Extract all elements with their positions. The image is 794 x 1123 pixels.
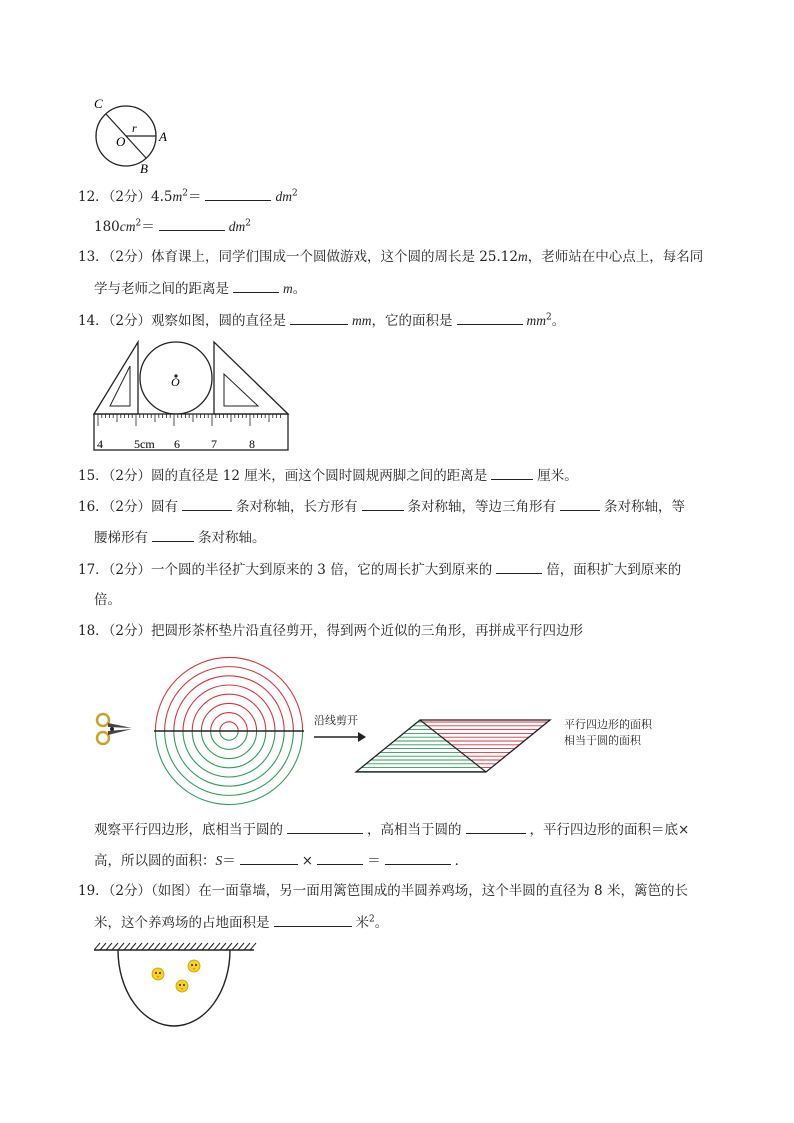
q12-unit-m: m: [172, 189, 183, 204]
q14-blank1[interactable]: [290, 310, 348, 325]
q12-unit-dm1: dm: [275, 189, 292, 204]
chick-icon: [152, 968, 164, 980]
q12-line2: [94, 216, 251, 237]
hatch-mark: [202, 943, 208, 950]
q16-text2: 条对称轴，长方形有: [236, 499, 358, 515]
tick-4: 4: [97, 437, 103, 451]
q18-times: ×: [301, 853, 314, 869]
q19-text2: 米，这个养鸡场的占地面积是: [94, 915, 270, 931]
q18-text2b: ，高相当于圆的: [367, 822, 462, 838]
q13-unit2: m: [283, 281, 293, 296]
q15-blank[interactable]: [491, 465, 533, 480]
hatch-mark: [238, 943, 244, 950]
cut-label: 沿线剪开: [314, 714, 358, 727]
q14-text1: 14．（2分）观察如图，圆的直径是: [78, 313, 287, 329]
hatch-mark: [148, 943, 154, 950]
q14-unit1: mm: [352, 313, 372, 328]
q18-end: ．: [454, 853, 469, 869]
q13-line1: [78, 247, 703, 267]
q18-line1: [78, 621, 583, 641]
q13-text1: 13．（2分）体育课上，同学们围成一个圆做游戏，这个圆的周长是 25.12: [78, 249, 518, 265]
q12-prefix2: 180: [94, 219, 120, 235]
hatch-mark: [100, 943, 106, 950]
label-c: C: [94, 96, 103, 111]
q12-unit-dm2: dm: [228, 219, 246, 234]
q19-text1: 19．（2分）（如图）在一面靠墙，另一面用篱笆围成的半圆养鸡场，这个半圆的直径为 8 米，篱笆的长: [78, 883, 688, 899]
q12-blank2[interactable]: [159, 216, 225, 231]
q18-blank1[interactable]: [287, 819, 363, 834]
hatch-mark: [172, 943, 178, 950]
q16-text5: 腰梯形有: [94, 530, 148, 546]
q18-line2: [94, 819, 689, 840]
hatch-mark: [160, 943, 166, 950]
hatch-mark: [244, 943, 250, 950]
q18-line3: [94, 850, 468, 871]
q12-sup1: 2: [182, 188, 188, 199]
q19-line1: [78, 881, 688, 901]
q12-line1: [78, 186, 298, 207]
circle-figure-q11: [88, 94, 178, 178]
q19-end: 。: [374, 915, 389, 931]
hatch-mark: [196, 943, 202, 950]
q18-text1: 18．（2分）把圆形茶杯垫片沿直径剪开，得到两个近似的三角形，再拼成平行四边形: [78, 623, 584, 639]
q16-line1: [78, 496, 685, 517]
q16-text4: 条对称轴，等: [604, 499, 686, 515]
q18-eq2: ＝: [367, 853, 381, 869]
ring-upper: [183, 685, 275, 731]
q16-blank4[interactable]: [152, 527, 194, 542]
ruler-figure-q14: [92, 336, 292, 454]
q12-eq1: ＝: [187, 189, 202, 205]
q18-var-s: S: [215, 853, 223, 868]
hatch-mark: [226, 943, 232, 950]
q14-text2: ，它的面积是: [371, 313, 453, 329]
hatch-mark: [178, 943, 184, 950]
note-line1: 平行四边形的面积: [564, 718, 652, 731]
chicken-farm-figure: [94, 940, 258, 1032]
q13-text1b: ，老师站在中心点上，每名同: [527, 249, 704, 265]
q16-blank3[interactable]: [560, 496, 600, 511]
hatch-mark: [118, 943, 124, 950]
hatch-mark: [208, 943, 214, 950]
q14-unit2: mm: [526, 313, 547, 328]
hatch-mark: [184, 943, 190, 950]
q16-text3: 条对称轴，等边三角形有: [407, 499, 557, 515]
q18-blank2[interactable]: [466, 819, 526, 834]
hatch-mark: [124, 943, 130, 950]
hatch-mark: [190, 943, 196, 950]
tick-5cm: 5cm: [134, 437, 155, 451]
q19-line2: [94, 912, 388, 933]
q12-unit-cm: cm: [119, 219, 136, 234]
q19-unit: 米: [355, 915, 369, 931]
hatch-mark: [106, 943, 112, 950]
label-b: B: [140, 161, 148, 176]
wall-hatch: [94, 943, 256, 950]
q16-blank2[interactable]: [362, 496, 404, 511]
q17-text1b: 倍，面积扩大到原来的: [546, 562, 682, 578]
q13-unit1: m: [517, 249, 528, 264]
label-a: A: [159, 129, 167, 144]
concentric-circle-figure: [154, 656, 304, 806]
hatch-mark: [232, 943, 238, 950]
scissors-icon: [94, 712, 134, 746]
q17-text2: 倍。: [94, 592, 121, 608]
q15-line: [78, 465, 578, 486]
q18-blank3[interactable]: [240, 850, 298, 865]
ring-upper: [201, 703, 256, 731]
q13-blank[interactable]: [233, 278, 279, 293]
tick-8: 8: [249, 437, 255, 451]
hatch-mark: [220, 943, 226, 950]
q17-text1: 17．（2分）一个圆的半径扩大到原来的 3 倍，它的周长扩大到原来的: [78, 562, 493, 578]
ring-upper: [220, 722, 238, 731]
q17-line2: [94, 590, 121, 610]
label-r: r: [132, 121, 137, 135]
q12-prefix: 12．（2分）4.5: [78, 189, 173, 205]
tick-7: 7: [211, 437, 217, 451]
ring-lower: [220, 731, 238, 740]
tick-6: 6: [174, 437, 180, 451]
hatch-mark: [112, 943, 118, 950]
q12-eq2: ＝: [141, 219, 155, 235]
q16-blank1[interactable]: [182, 496, 232, 511]
q13-text2b: 。: [292, 281, 307, 297]
hatch-mark: [130, 943, 136, 950]
hatch-mark: [250, 943, 256, 950]
q17-blank1[interactable]: [496, 559, 542, 574]
q14-center-label: O: [171, 375, 180, 389]
ring-lower: [183, 731, 275, 777]
ruler-ticks: [98, 414, 280, 426]
q18-text2a: 观察平行四边形，底相当于圆的: [94, 822, 283, 838]
parallelogram-figure: [354, 718, 554, 774]
q16-text6: 条对称轴。: [198, 530, 266, 546]
hatch-mark: [142, 943, 148, 950]
hatch-mark: [136, 943, 142, 950]
q16-text1: 16．（2分）圆有: [78, 499, 179, 515]
q15-text: 15．（2分）圆的直径是 12 厘米，画这个圆时圆规两脚之间的距离是: [78, 468, 488, 484]
q18-blank4[interactable]: [317, 850, 363, 865]
q18-blank5[interactable]: [385, 850, 451, 865]
chick-icon: [176, 980, 188, 992]
q15-end: 厘米。: [537, 468, 578, 484]
q19-blank[interactable]: [274, 912, 352, 927]
q18-text3a: 高，所以圆的面积：: [94, 853, 216, 869]
q14-blank2[interactable]: [457, 310, 523, 325]
q12-sup4: 2: [245, 218, 251, 229]
q14-end: 。: [551, 313, 566, 329]
q18-text2c: ，平行四边形的面积＝底×: [529, 822, 690, 838]
note-line2: 相当于圆的面积: [564, 734, 641, 747]
q16-line2: [94, 527, 266, 548]
q19-sup: 2: [369, 914, 375, 925]
chick-icon: [188, 960, 200, 972]
hatch-mark: [166, 943, 172, 950]
label-o: O: [116, 134, 126, 149]
hatch-mark: [94, 943, 100, 950]
hatch-mark: [214, 943, 220, 950]
ring-lower: [201, 731, 256, 759]
q17-line1: [78, 559, 681, 580]
q12-blank1[interactable]: [205, 186, 271, 201]
hatch-mark: [154, 943, 160, 950]
q18-eq1: ＝: [222, 853, 236, 869]
q14-line: 14．（2分）观察如图，圆的直径是 mm，它的面积是 $mm^2$。: [78, 310, 565, 331]
q13-line2: [94, 278, 306, 299]
q12-sup2: 2: [291, 188, 298, 199]
q12-sup3: 2: [135, 218, 142, 229]
q13-text2: 学与老师之间的距离是: [94, 281, 229, 297]
